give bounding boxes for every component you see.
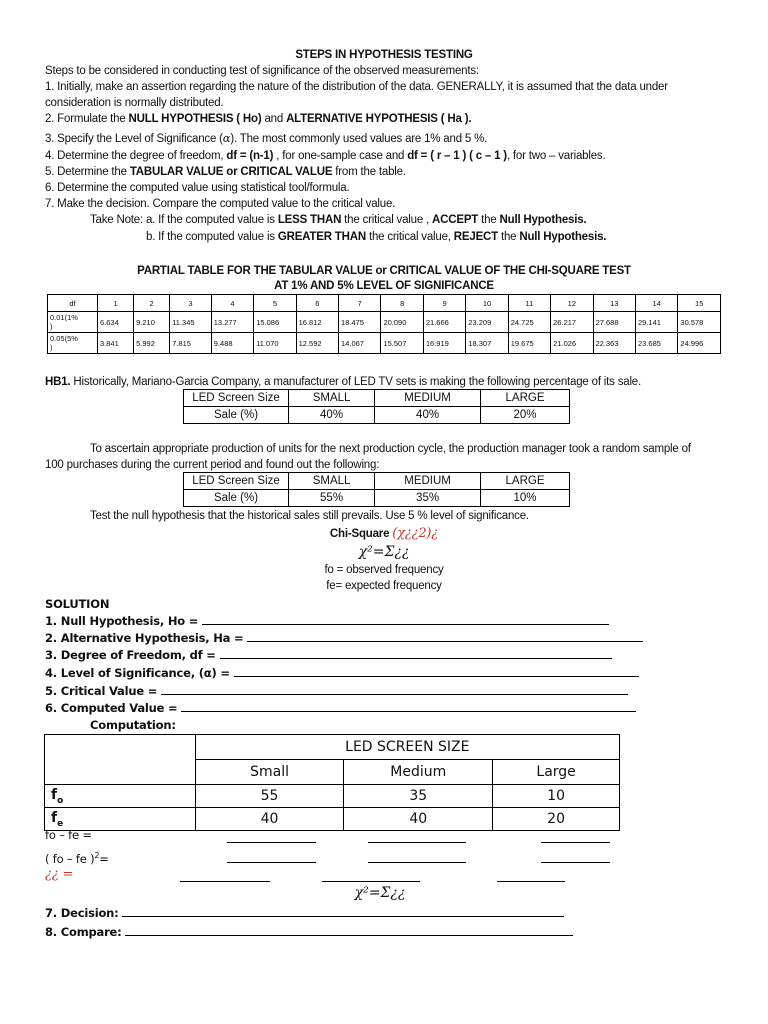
blank-line <box>322 881 420 882</box>
step-6: 6. Determine the computed value using statistical tool/formula. <box>45 182 350 194</box>
significance-level-text: ) <box>50 322 53 331</box>
fo-definition: fo = observed frequency <box>324 564 444 576</box>
hb1-intro: HB1. Historically, Mariano-Garcia Company, a manufacturer of LED TV sets is making the following percentage of its sale. <box>45 376 641 388</box>
fo-small: 55 <box>195 785 344 808</box>
fe-small: 40 <box>195 808 344 831</box>
sales-table-cell: 10% <box>481 490 570 507</box>
sales-table-header-cell: LARGE <box>481 390 570 407</box>
historical-sales-row <box>184 407 570 424</box>
critical-value-cell: 13.277 <box>211 312 253 333</box>
blank-line <box>180 881 270 882</box>
blank-line <box>227 862 316 863</box>
solution-item-4: 4. Level of Significance, (α) = <box>45 665 639 682</box>
df-column-header: 15 <box>678 295 721 312</box>
historical-sales-table <box>183 389 570 424</box>
sales-table-cell: 55% <box>289 490 375 507</box>
critical-value-cell: 16.812 <box>296 312 338 333</box>
df-column-header: 13 <box>593 295 635 312</box>
blank-line <box>368 862 466 863</box>
blank-line <box>181 700 636 712</box>
critical-table-header <box>48 295 721 312</box>
df-column-header: 11 <box>508 295 550 312</box>
hb1-paragraph-2: 100 purchases during the current period and found out the following: <box>45 459 380 471</box>
critical-value-cell: 9.488 <box>211 333 253 354</box>
fo-row <box>45 785 620 808</box>
solution-item-2: 2. Alternative Hypothesis, Ha = <box>45 630 643 647</box>
critical-value-cell: 18.475 <box>339 312 381 333</box>
df-column-header: 4 <box>211 295 253 312</box>
solution-item-5: 5. Critical Value = <box>45 683 628 700</box>
step-4: 4. Determine the degree of freedom, df = (n-1) , for one-sample case and df = ( r – 1 ) ( c – 1 ), for two – variables. <box>45 150 606 162</box>
critical-value-cell: 9.210 <box>134 312 170 333</box>
critical-value-table <box>47 294 721 354</box>
group-header: LED SCREEN SIZE <box>195 735 619 760</box>
critical-table-row-5pct <box>48 333 721 354</box>
df-column-header: 10 <box>466 295 508 312</box>
fo-minus-fe-squared-label: ( fo – fe )$^2$= <box>45 851 109 866</box>
hb1-paragraph-1: To ascertain appropriate production of units for the next production cycle, the production manager took a random sample of <box>90 443 691 455</box>
step-1a: 1. Initially, make an assertion regarding the nature of the distribution of the data. GENERALLY, it is assumed that the data under <box>45 81 668 93</box>
solution-item-3: 3. Degree of Freedom, df = <box>45 647 612 664</box>
sales-table-cell: 40% <box>289 407 375 424</box>
df-column-header: 2 <box>134 295 170 312</box>
fo-label: $f_o$ <box>45 785 196 808</box>
blank-line <box>161 683 628 695</box>
sales-table-cell: Sale (%) <box>184 490 289 507</box>
fe-medium: 40 <box>344 808 493 831</box>
blank-line <box>220 647 612 659</box>
sample-sales-table <box>183 472 570 507</box>
critical-table-subtitle: AT 1% AND 5% LEVEL OF SIGNIFICANCE <box>274 280 494 292</box>
ratio-label: ¿¿ = <box>45 867 74 882</box>
critical-value-cell: 14.067 <box>339 333 381 354</box>
blank-line <box>122 905 564 917</box>
alpha-symbol: α <box>222 131 231 145</box>
critical-value-cell: 20.090 <box>381 312 423 333</box>
critical-value-cell: 22.363 <box>593 333 635 354</box>
critical-value-cell: 23.685 <box>635 333 677 354</box>
critical-value-cell: 19.675 <box>508 333 550 354</box>
sales-table-header-cell: LARGE <box>481 473 570 490</box>
blank-line <box>541 842 610 843</box>
sample-sales-row <box>184 490 570 507</box>
chi-square-formula: χ²=Σ¿¿ <box>358 544 410 560</box>
critical-value-cell: 21.026 <box>551 333 593 354</box>
sales-table-header-cell: SMALL <box>289 473 375 490</box>
df-header-cell: df <box>48 295 98 312</box>
fo-large: 10 <box>493 785 620 808</box>
note-a: Take Note: a. If the computed value is LESS THAN the critical value , ACCEPT the Null Hypothesis. <box>90 214 587 226</box>
empty-corner-cell <box>45 735 196 785</box>
critical-table-title: PARTIAL TABLE FOR THE TABULAR VALUE or CRITICAL VALUE OF THE CHI-SQUARE TEST <box>137 265 631 277</box>
decision-line: 7. Decision: <box>45 905 564 922</box>
sales-table-header-cell: SMALL <box>289 390 375 407</box>
blank-line <box>234 665 639 677</box>
compare-line: 8. Compare: <box>45 924 573 941</box>
critical-value-cell: 26.217 <box>551 312 593 333</box>
sample-sales-header <box>184 473 570 490</box>
sales-table-header-cell: MEDIUM <box>375 473 481 490</box>
fe-large: 20 <box>493 808 620 831</box>
chi-square-formula-2: χ²=Σ¿¿ <box>354 885 406 901</box>
solution-heading: SOLUTION <box>45 597 110 611</box>
significance-level-text: 0.01(1% <box>50 313 78 322</box>
df-column-header: 12 <box>551 295 593 312</box>
blank-line <box>125 924 573 936</box>
critical-value-cell: 3.841 <box>98 333 134 354</box>
critical-value-cell: 16.919 <box>423 333 465 354</box>
note-b: b. If the computed value is GREATER THAN the critical value, REJECT the Null Hypothesis. <box>146 231 607 243</box>
fe-row <box>45 808 620 831</box>
step-5: 5. Determine the TABULAR VALUE or CRITICAL VALUE from the table. <box>45 166 406 178</box>
significance-level-cell <box>48 312 98 333</box>
sales-table-header-cell: LED Screen Size <box>184 390 289 407</box>
solution-item-6: 6. Computed Value = <box>45 700 636 717</box>
df-column-header: 5 <box>254 295 296 312</box>
critical-value-cell: 6.634 <box>98 312 134 333</box>
fe-definition: fe= expected frequency <box>326 580 442 592</box>
chi-square-label: Chi-Square (χ¿¿2)¿ <box>329 526 439 541</box>
blank-line <box>227 842 316 843</box>
critical-value-cell: 11.345 <box>170 312 212 333</box>
df-column-header: 6 <box>296 295 338 312</box>
critical-value-cell: 29.141 <box>635 312 677 333</box>
critical-value-cell: 5.992 <box>134 333 170 354</box>
critical-value-cell: 15.507 <box>381 333 423 354</box>
sales-table-header-cell: LED Screen Size <box>184 473 289 490</box>
df-column-header: 8 <box>381 295 423 312</box>
step-1b: consideration is normally distributed. <box>45 97 224 109</box>
critical-value-cell: 15.086 <box>254 312 296 333</box>
test-statement: Test the null hypothesis that the historical sales still prevails. Use 5 % level of significance. <box>90 510 529 522</box>
blank-line <box>368 842 466 843</box>
blank-line <box>497 881 565 882</box>
step-7: 7. Make the decision. Compare the computed value to the critical value. <box>45 198 396 210</box>
sales-table-cell: Sale (%) <box>184 407 289 424</box>
fe-label: $f_e$ <box>45 808 196 831</box>
critical-value-cell: 7.815 <box>170 333 212 354</box>
critical-value-cell: 23.209 <box>466 312 508 333</box>
significance-level-text: ) <box>50 343 53 352</box>
sales-table-cell: 40% <box>375 407 481 424</box>
df-column-header: 9 <box>423 295 465 312</box>
intro-text: Steps to be considered in conducting test of significance of the observed measurements: <box>45 65 479 77</box>
df-column-header: 14 <box>635 295 677 312</box>
critical-value-cell: 11.070 <box>254 333 296 354</box>
blank-line <box>202 613 609 625</box>
critical-value-cell: 18.307 <box>466 333 508 354</box>
critical-value-cell: 27.688 <box>593 312 635 333</box>
df-column-header: 3 <box>170 295 212 312</box>
critical-value-cell: 21.666 <box>423 312 465 333</box>
sales-table-header-cell: MEDIUM <box>375 390 481 407</box>
solution-item-1: 1. Null Hypothesis, Ho = <box>45 613 609 630</box>
significance-level-cell <box>48 333 98 354</box>
critical-value-cell: 24.725 <box>508 312 550 333</box>
column-small: Small <box>195 760 344 785</box>
critical-value-cell: 12.592 <box>296 333 338 354</box>
df-column-header: 7 <box>339 295 381 312</box>
blank-line <box>541 862 610 863</box>
critical-table-row-1pct <box>48 312 721 333</box>
step-2: 2. Formulate the NULL HYPOTHESIS ( Ho) and ALTERNATIVE HYPOTHESIS ( Ha ). <box>45 113 472 125</box>
computation-table <box>44 734 620 831</box>
computation-label: Computation: <box>90 718 176 732</box>
blank-line <box>247 630 643 642</box>
column-medium: Medium <box>344 760 493 785</box>
step-3: 3. Specify the Level of Significance (α). The most commonly used values are 1% and 5 %. <box>45 131 488 145</box>
historical-sales-header <box>184 390 570 407</box>
sales-table-cell: 20% <box>481 407 570 424</box>
critical-value-cell: 30.578 <box>678 312 721 333</box>
significance-level-text: 0.05(5% <box>50 334 78 343</box>
column-large: Large <box>493 760 620 785</box>
fo-minus-fe-label: fo – fe = <box>45 828 92 842</box>
page-title: STEPS IN HYPOTHESIS TESTING <box>295 49 473 61</box>
sales-table-cell: 35% <box>375 490 481 507</box>
chi-square-symbol: (χ¿¿2)¿ <box>392 526 439 541</box>
df-column-header: 1 <box>98 295 134 312</box>
fo-medium: 35 <box>344 785 493 808</box>
critical-value-cell: 24.996 <box>678 333 721 354</box>
